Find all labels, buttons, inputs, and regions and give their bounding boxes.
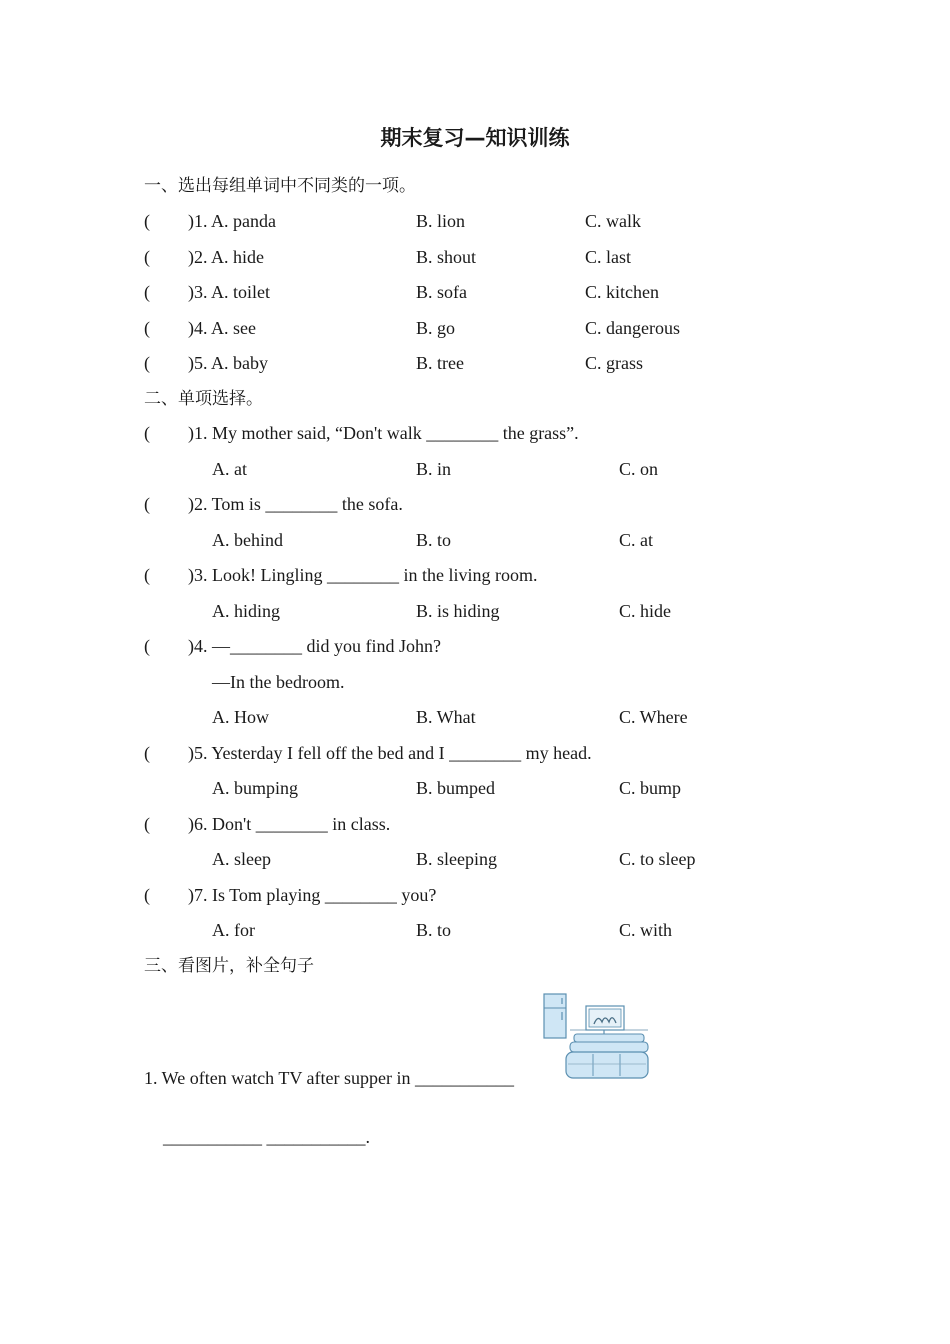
answer-paren[interactable]: ( [144, 636, 150, 656]
question-text: )1. A. panda [188, 211, 276, 231]
option-b: B. bumped [416, 778, 495, 798]
option-a: A. hiding [212, 601, 281, 621]
page-title: 期末复习—知识训练 [380, 126, 570, 150]
question-text: )5. A. baby [188, 353, 268, 373]
option-a: A. bumping [212, 778, 299, 798]
option-b: B. shout [416, 247, 477, 267]
option-a: A. for [212, 920, 255, 940]
option-c: C. grass [585, 353, 643, 373]
option-a: A. sleep [212, 849, 271, 869]
option-c: C. to sleep [619, 849, 696, 869]
option-b: B. to [416, 920, 452, 940]
answer-paren[interactable]: ( [144, 247, 150, 267]
question-text: )4. —________ did you find John? [188, 636, 441, 656]
question-text: )4. A. see [188, 318, 256, 338]
question-text: )2. Tom is ________ the sofa. [188, 494, 403, 514]
answer-paren[interactable]: ( [144, 814, 150, 834]
option-c: C. dangerous [585, 318, 680, 338]
question-text: )5. Yesterday I fell off the bed and I ________ my head. [188, 743, 592, 763]
answer-paren[interactable]: ( [144, 353, 150, 373]
section2-heading: 二、单项选择。 [144, 389, 263, 409]
answer-paren[interactable]: ( [144, 423, 150, 443]
question-text: )7. Is Tom playing ________ you? [188, 885, 437, 905]
answer-paren[interactable]: ( [144, 282, 150, 302]
option-c: C. at [619, 530, 653, 550]
option-c: C. on [619, 459, 659, 479]
answer-paren[interactable]: ( [144, 318, 150, 338]
option-b: B. sofa [416, 282, 467, 302]
answer-paren[interactable]: ( [144, 743, 150, 763]
section3-sentence-1-blank[interactable]: ___________ ___________. [163, 1127, 370, 1147]
section3-sentence-1: 1. We often watch TV after supper in ___________ [144, 1068, 514, 1088]
option-b: B. to [416, 530, 452, 550]
answer-paren[interactable]: ( [144, 211, 150, 231]
option-b: B. What [416, 707, 476, 727]
option-b: B. tree [416, 353, 464, 373]
question-text: )1. My mother said, “Don't walk ________ the grass”. [188, 423, 579, 443]
question-text: )6. Don't ________ in class. [188, 814, 391, 834]
option-c: C. walk [585, 211, 641, 231]
option-c: C. Where [619, 707, 688, 727]
option-c: C. kitchen [585, 282, 659, 302]
answer-paren[interactable]: ( [144, 565, 150, 585]
option-b: B. is hiding [416, 601, 500, 621]
option-b: B. sleeping [416, 849, 497, 869]
living-room-illustration [540, 990, 650, 1085]
question-text: )2. A. hide [188, 247, 264, 267]
option-a: A. behind [212, 530, 283, 550]
section1-heading: 一、选出每组单词中不同类的一项。 [144, 176, 416, 196]
option-c: C. with [619, 920, 673, 940]
option-c: C. hide [619, 601, 671, 621]
option-c: C. bump [619, 778, 682, 798]
answer-paren[interactable]: ( [144, 494, 150, 514]
question-text: )3. Look! Lingling ________ in the living room. [188, 565, 538, 585]
option-b: B. lion [416, 211, 466, 231]
option-b: B. go [416, 318, 456, 338]
option-a: A. How [212, 707, 269, 727]
dialogue-reply: —In the bedroom. [212, 672, 345, 692]
option-a: A. at [212, 459, 247, 479]
option-b: B. in [416, 459, 452, 479]
option-c: C. last [585, 247, 632, 267]
answer-paren[interactable]: ( [144, 885, 150, 905]
section3-heading: 三、看图片，补全句子 [144, 956, 314, 976]
question-text: )3. A. toilet [188, 282, 270, 302]
